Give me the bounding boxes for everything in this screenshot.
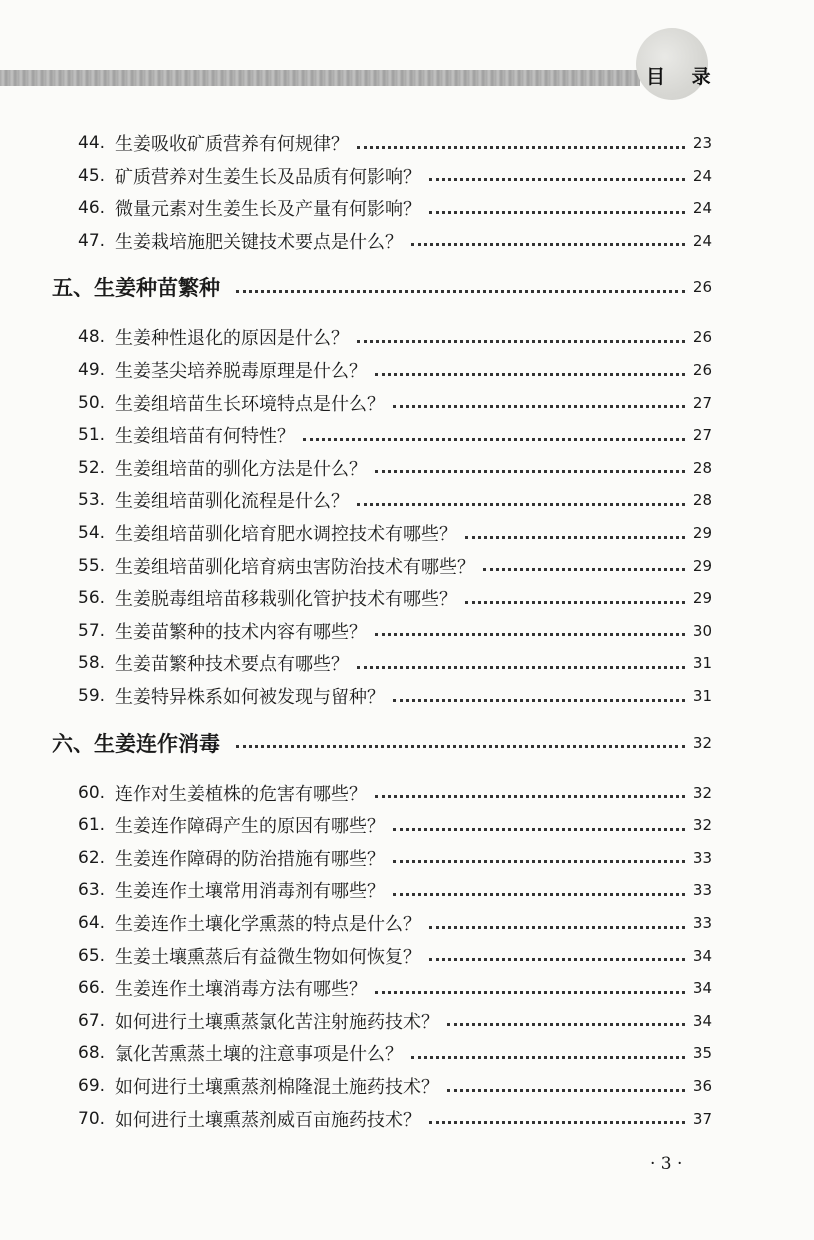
dot-leader xyxy=(357,503,685,506)
dot-leader xyxy=(465,536,685,539)
entry-page-number: 26 xyxy=(692,328,712,347)
toc-section-heading[interactable] xyxy=(52,723,712,763)
toc-entry[interactable] xyxy=(78,615,712,647)
entry-title: 生姜组培苗的驯化方法是什么？ xyxy=(115,458,368,480)
dot-leader xyxy=(357,666,685,669)
toc-entry[interactable] xyxy=(78,1037,712,1069)
dot-leader xyxy=(411,243,685,246)
toc-entry[interactable] xyxy=(78,192,712,224)
toc-entry[interactable] xyxy=(78,940,712,972)
dot-leader xyxy=(303,438,685,441)
toc-entry[interactable] xyxy=(78,321,712,353)
header-band xyxy=(0,70,640,86)
entry-number: 65. xyxy=(78,945,106,966)
entry-page-number: 31 xyxy=(692,687,712,705)
entry-number: 44. xyxy=(78,133,106,153)
entry-number: 70. xyxy=(78,1108,106,1129)
section-page-number: 26 xyxy=(692,278,712,297)
dot-leader xyxy=(429,1121,685,1124)
entry-page-number: 29 xyxy=(692,589,712,608)
toc-entry[interactable] xyxy=(78,680,712,712)
toc-entry[interactable] xyxy=(78,809,712,841)
entry-number: 60. xyxy=(78,782,106,803)
entry-title: 生姜脱毒组培苗移栽驯化管护技术有哪些？ xyxy=(115,589,458,611)
entry-number: 58. xyxy=(78,653,106,674)
entry-page-number: 29 xyxy=(692,524,712,542)
entry-title: 生姜土壤熏蒸后有益微生物如何恢复？ xyxy=(115,946,422,968)
entry-title: 生姜组培苗驯化培育病虫害防治技术有哪些？ xyxy=(115,556,476,578)
dot-leader xyxy=(411,1056,685,1059)
toc-entry[interactable] xyxy=(78,647,712,679)
dot-leader xyxy=(375,470,685,473)
toc-entry[interactable] xyxy=(78,484,712,516)
entry-number: 46. xyxy=(78,198,106,219)
entry-page-number: 24 xyxy=(692,166,712,185)
dot-leader xyxy=(393,828,685,831)
dot-leader xyxy=(236,745,685,748)
entry-title: 生姜苗繁种的技术内容有哪些？ xyxy=(115,621,368,643)
toc-entry[interactable] xyxy=(78,387,712,419)
entry-title: 生姜连作土壤化学熏蒸的特点是什么？ xyxy=(115,914,422,935)
dot-leader xyxy=(357,146,685,149)
toc-entry[interactable] xyxy=(78,419,712,451)
entry-page-number: 31 xyxy=(692,654,712,673)
entry-page-number: 36 xyxy=(692,1077,712,1095)
dot-leader xyxy=(236,290,685,293)
section-title: 五、生姜种苗繁种 xyxy=(52,276,220,301)
entry-title: 如何进行土壤熏蒸剂棉隆混土施药技术？ xyxy=(115,1077,440,1098)
entry-title: 生姜苗繁种技术要点有哪些？ xyxy=(115,654,350,676)
entry-page-number: 27 xyxy=(692,426,712,445)
toc-entry[interactable] xyxy=(78,354,712,386)
toc-entry[interactable] xyxy=(78,452,712,484)
entry-page-number: 30 xyxy=(692,621,712,640)
entry-number: 67. xyxy=(78,1010,106,1031)
entry-page-number: 34 xyxy=(692,1011,712,1030)
entry-number: 68. xyxy=(78,1043,106,1064)
entry-title: 生姜栽培施肥关键技术要点是什么？ xyxy=(115,231,404,253)
dot-leader xyxy=(447,1023,685,1026)
dot-leader xyxy=(375,633,685,636)
page-header-title: 目 录 xyxy=(646,66,721,88)
entry-page-number: 29 xyxy=(692,556,712,575)
entry-title: 氯化苦熏蒸土壤的注意事项是什么？ xyxy=(115,1044,404,1066)
entry-title: 如何进行土壤熏蒸氯化苦注射施药技术？ xyxy=(115,1011,440,1033)
entry-number: 69. xyxy=(78,1076,106,1096)
entry-number: 62. xyxy=(78,847,106,868)
toc-entry[interactable] xyxy=(78,1005,712,1037)
entry-number: 47. xyxy=(78,230,106,251)
entry-page-number: 35 xyxy=(692,1044,712,1063)
entry-number: 53. xyxy=(78,490,106,511)
entry-title: 生姜连作障碍的防治措施有哪些？ xyxy=(115,848,386,870)
entry-page-number: 33 xyxy=(692,914,712,932)
section-page-number: 32 xyxy=(692,733,712,752)
entry-page-number: 28 xyxy=(692,491,712,510)
entry-page-number: 37 xyxy=(692,1109,712,1128)
toc-entry[interactable] xyxy=(78,972,712,1004)
toc-entry[interactable] xyxy=(78,225,712,257)
entry-title: 如何进行土壤熏蒸剂威百亩施药技术？ xyxy=(115,1109,422,1131)
toc-entry[interactable] xyxy=(78,127,712,159)
dot-leader xyxy=(429,211,685,214)
entry-page-number: 24 xyxy=(692,231,712,250)
toc-entry[interactable] xyxy=(78,582,712,614)
entry-number: 51. xyxy=(78,425,106,446)
entry-page-number: 24 xyxy=(692,199,712,218)
page-number: · 3 · xyxy=(650,1154,683,1174)
dot-leader xyxy=(357,340,685,343)
toc-entry[interactable] xyxy=(78,907,712,939)
toc-entry[interactable] xyxy=(78,517,712,549)
entry-number: 66. xyxy=(78,978,106,999)
entry-page-number: 33 xyxy=(692,881,712,900)
entry-number: 52. xyxy=(78,457,106,478)
dot-leader xyxy=(429,958,685,961)
entry-number: 59. xyxy=(78,686,106,706)
entry-page-number: 28 xyxy=(692,458,712,477)
dot-leader xyxy=(393,860,685,863)
dot-leader xyxy=(429,926,685,929)
entry-page-number: 33 xyxy=(692,848,712,867)
toc-entry[interactable] xyxy=(78,1103,712,1135)
toc-entry[interactable] xyxy=(78,777,712,809)
entry-page-number: 26 xyxy=(692,361,712,379)
entry-title: 连作对生姜植株的危害有哪些？ xyxy=(115,783,368,805)
entry-number: 61. xyxy=(78,815,106,836)
entry-title: 生姜特异株系如何被发现与留种？ xyxy=(115,687,386,708)
dot-leader xyxy=(465,601,685,604)
entry-number: 45. xyxy=(78,165,106,186)
dot-leader xyxy=(393,893,685,896)
entry-number: 57. xyxy=(78,620,106,641)
section-title: 六、生姜连作消毒 xyxy=(52,731,220,756)
toc-entry[interactable] xyxy=(78,160,712,192)
entry-title: 微量元素对生姜生长及产量有何影响？ xyxy=(115,199,422,221)
entry-title: 矿质营养对生姜生长及品质有何影响？ xyxy=(115,166,422,188)
entry-title: 生姜吸收矿质营养有何规律？ xyxy=(115,134,350,155)
dot-leader xyxy=(429,178,685,181)
toc-entry[interactable] xyxy=(78,550,712,582)
dot-leader xyxy=(447,1089,685,1092)
dot-leader xyxy=(375,991,685,994)
entry-title: 生姜种性退化的原因是什么？ xyxy=(115,328,350,350)
entry-number: 64. xyxy=(78,913,106,933)
dot-leader xyxy=(393,405,685,408)
entry-number: 48. xyxy=(78,327,106,348)
entry-page-number: 34 xyxy=(692,946,712,965)
entry-page-number: 27 xyxy=(692,393,712,412)
entry-title: 生姜组培苗驯化培育肥水调控技术有哪些？ xyxy=(115,524,458,545)
entry-number: 63. xyxy=(78,880,106,901)
toc-entry[interactable] xyxy=(78,842,712,874)
entry-number: 54. xyxy=(78,523,106,543)
toc-entry[interactable] xyxy=(78,874,712,906)
entry-number: 49. xyxy=(78,360,106,380)
dot-leader xyxy=(483,568,685,571)
entry-title: 生姜连作障碍产生的原因有哪些？ xyxy=(115,816,386,838)
entry-number: 50. xyxy=(78,392,106,413)
entry-title: 生姜连作土壤常用消毒剂有哪些？ xyxy=(115,881,386,903)
entry-title: 生姜组培苗驯化流程是什么？ xyxy=(115,491,350,513)
entry-title: 生姜茎尖培养脱毒原理是什么？ xyxy=(115,361,368,382)
entry-number: 55. xyxy=(78,555,106,576)
entry-page-number: 34 xyxy=(692,979,712,998)
dot-leader xyxy=(375,373,685,376)
entry-title: 生姜组培苗生长环境特点是什么？ xyxy=(115,393,386,415)
entry-title: 生姜连作土壤消毒方法有哪些？ xyxy=(115,979,368,1001)
entry-number: 56. xyxy=(78,588,106,609)
entry-page-number: 32 xyxy=(692,816,712,835)
toc-section-heading[interactable] xyxy=(52,267,712,307)
entry-page-number: 23 xyxy=(692,134,712,152)
dot-leader xyxy=(375,795,685,798)
entry-page-number: 32 xyxy=(692,783,712,802)
dot-leader xyxy=(393,699,685,702)
toc-entry[interactable] xyxy=(78,1070,712,1102)
entry-title: 生姜组培苗有何特性？ xyxy=(115,426,296,448)
